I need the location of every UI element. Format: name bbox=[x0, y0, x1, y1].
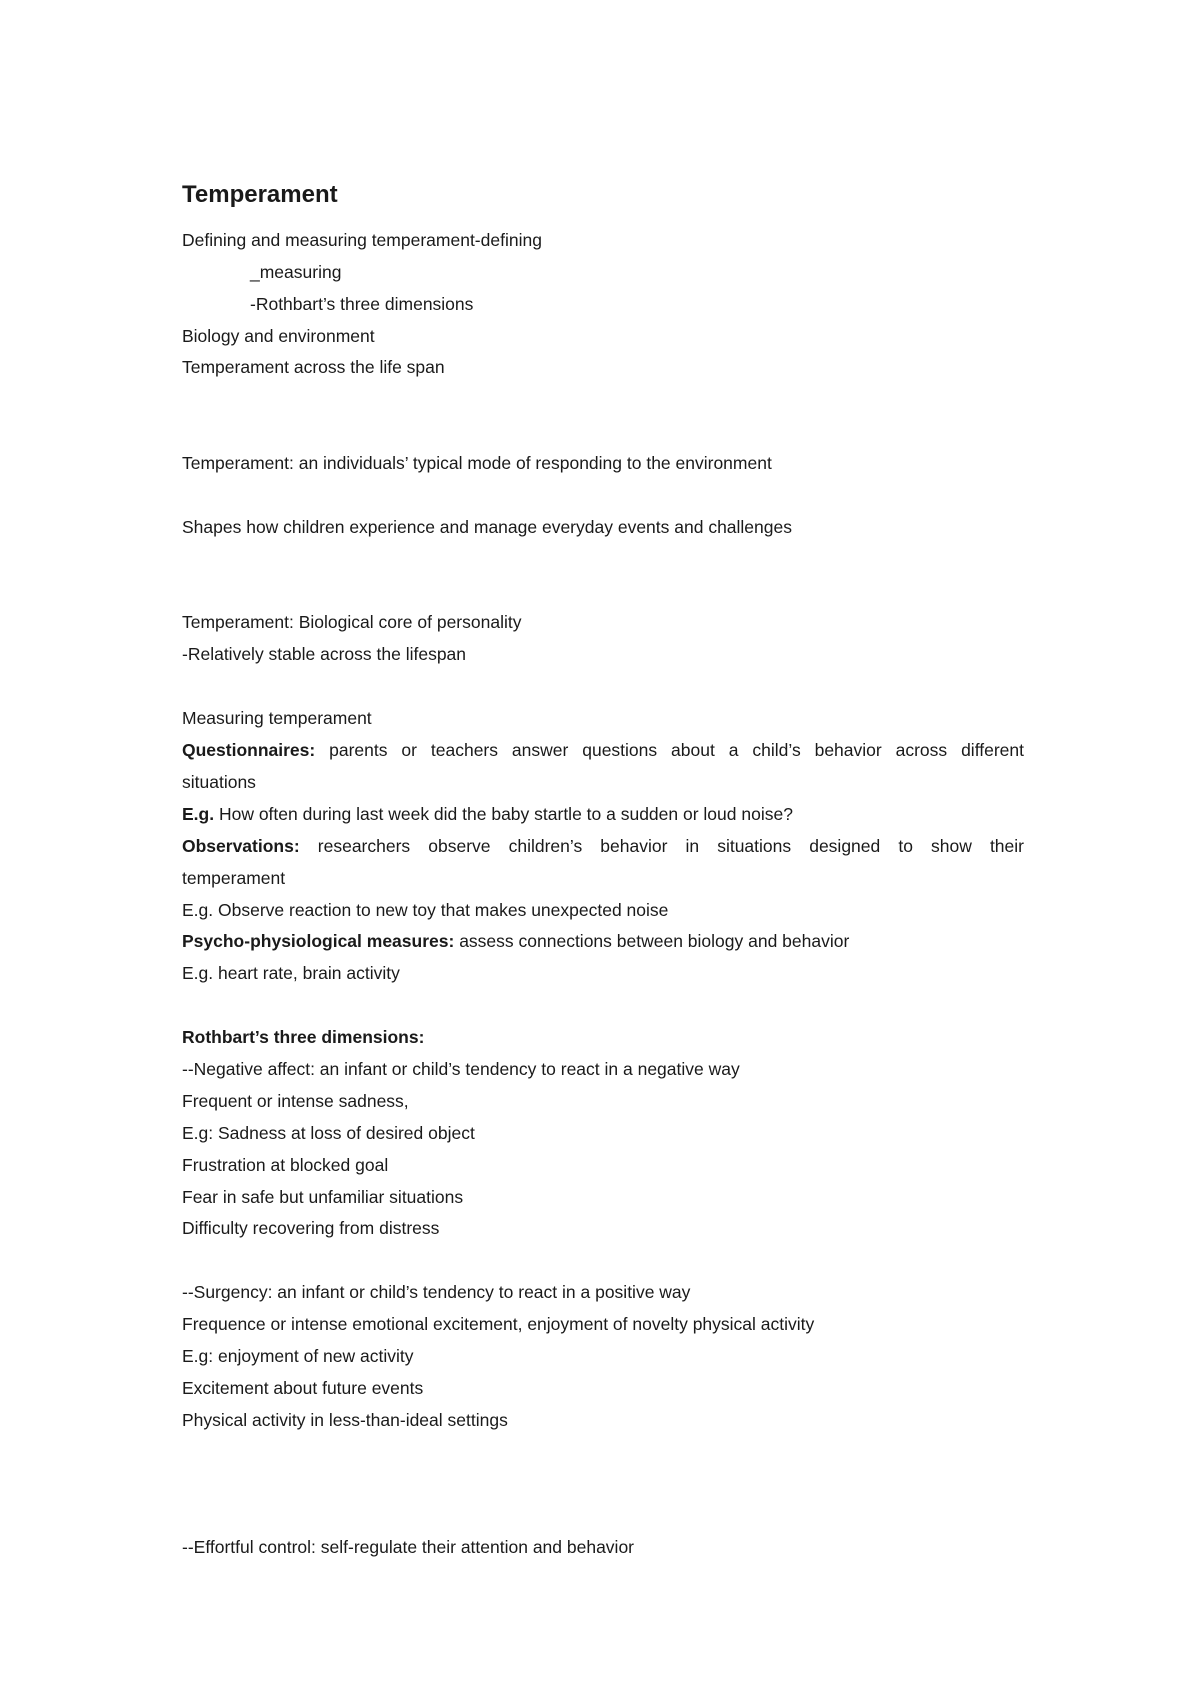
negative-line-2: Frequent or intense sadness, bbox=[182, 1091, 409, 1111]
negative-line-6: Difficulty recovering from distress bbox=[182, 1218, 440, 1238]
example-prefix: E.g. bbox=[182, 804, 215, 824]
outline-line-3: -Rothbart’s three dimensions bbox=[250, 294, 474, 314]
negative-line-3: E.g: Sadness at loss of desired object bbox=[182, 1123, 475, 1143]
rothbart-heading: Rothbart’s three dimensions: bbox=[182, 1027, 425, 1047]
questionnaires-example bbox=[182, 802, 793, 826]
definition-line-2: Shapes how children experience and manage everyday events and challenges bbox=[182, 517, 792, 537]
outline-line-4: Biology and environment bbox=[182, 326, 375, 346]
biological-line-2: -Relatively stable across the lifespan bbox=[182, 644, 467, 664]
observations-text: researchers observe children’s behavior in situations designed to show their bbox=[299, 836, 1024, 856]
questionnaires-text: parents or teachers answer questions about a child’s behavior across different bbox=[315, 740, 1024, 760]
measuring-heading: Measuring temperament bbox=[182, 708, 372, 728]
outline-line-2: _measuring bbox=[250, 262, 342, 282]
questionnaires-line-2: situations bbox=[182, 772, 256, 792]
questionnaires-line-1 bbox=[182, 738, 1024, 762]
surgency-line-4: Excitement about future events bbox=[182, 1378, 424, 1398]
surgency-line-5: Physical activity in less-than-ideal settings bbox=[182, 1410, 508, 1430]
negative-line-1: --Negative affect: an infant or child’s tendency to react in a negative way bbox=[182, 1059, 740, 1079]
observations-line-2: temperament bbox=[182, 868, 286, 888]
surgency-line-2: Frequence or intense emotional excitement, enjoyment of novelty physical activity bbox=[182, 1314, 815, 1334]
outline-line-1: Defining and measuring temperament-defining bbox=[182, 230, 542, 250]
negative-line-4: Frustration at blocked goal bbox=[182, 1155, 389, 1175]
observations-example: E.g. Observe reaction to new toy that makes unexpected noise bbox=[182, 900, 669, 920]
negative-line-5: Fear in safe but unfamiliar situations bbox=[182, 1187, 464, 1207]
definition-line-1: Temperament: an individuals’ typical mode of responding to the environment bbox=[182, 453, 772, 473]
psycho-example: E.g. heart rate, brain activity bbox=[182, 963, 400, 983]
psycho-line bbox=[182, 929, 849, 953]
observations-label: Observations: bbox=[182, 836, 300, 856]
questionnaires-label: Questionnaires: bbox=[182, 740, 316, 760]
outline-line-5: Temperament across the life span bbox=[182, 357, 445, 377]
effortful-line-1: --Effortful control: self-regulate their attention and behavior bbox=[182, 1537, 635, 1557]
psycho-label: Psycho-physiological measures: bbox=[182, 931, 455, 951]
document-title: Temperament bbox=[182, 181, 338, 208]
surgency-line-3: E.g: enjoyment of new activity bbox=[182, 1346, 414, 1366]
observations-line-1 bbox=[182, 834, 1024, 858]
surgency-line-1: --Surgency: an infant or child’s tendency to react in a positive way bbox=[182, 1282, 691, 1302]
biological-line-1: Temperament: Biological core of personality bbox=[182, 612, 522, 632]
psycho-text: assess connections between biology and behavior bbox=[454, 931, 850, 951]
example-text: How often during last week did the baby startle to a sudden or loud noise? bbox=[214, 804, 793, 824]
